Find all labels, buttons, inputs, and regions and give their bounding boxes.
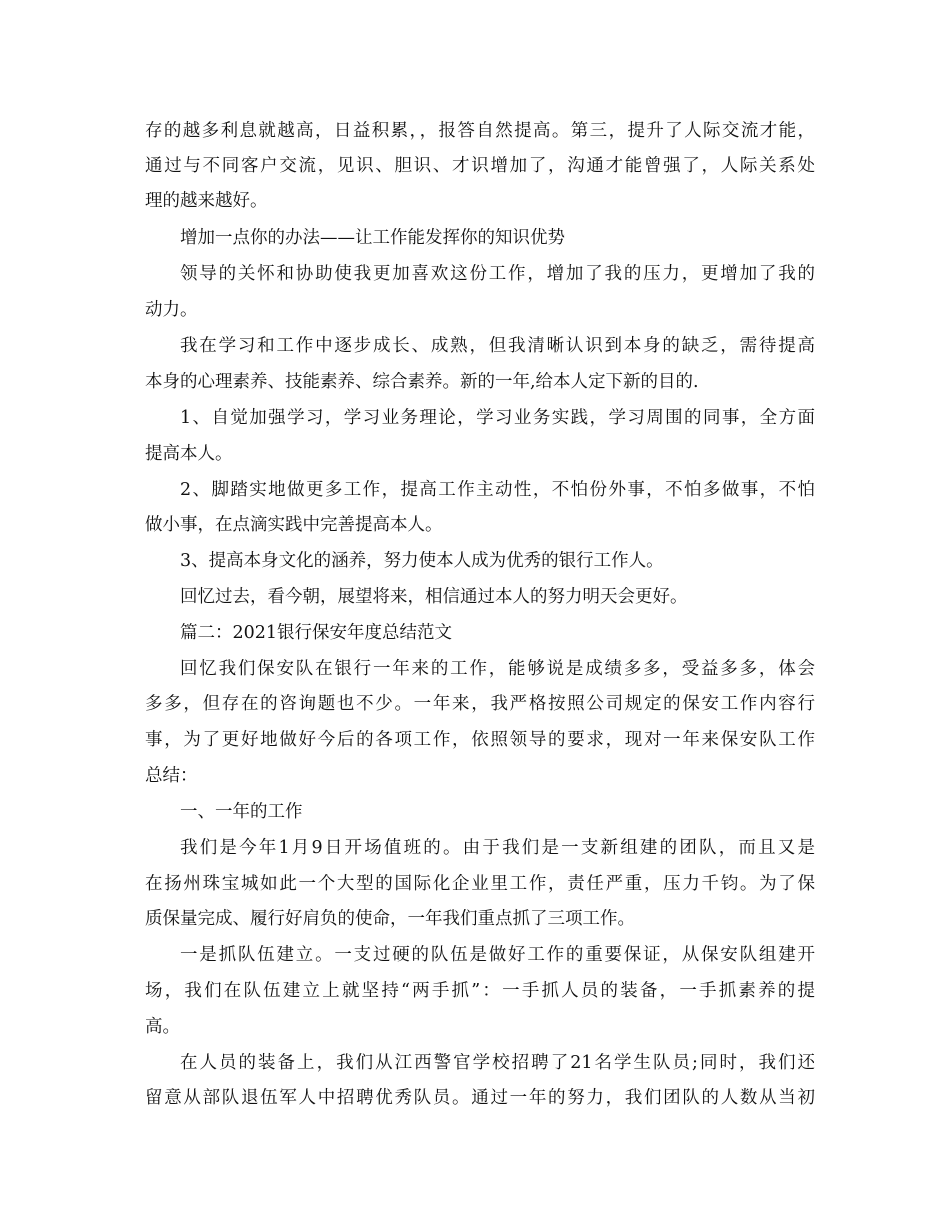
list-item-line: 做小事，在点滴实践中完善提高本人。 xyxy=(145,515,443,535)
paragraph-line: 存的越多利息就越高，日益积累，，报答自然提高。第三，提升了人际交流才能， xyxy=(145,121,815,141)
section-heading: 一、一年的工作 xyxy=(180,802,303,822)
paragraph-line: 领导的关怀和协助使我更加喜欢这份工作，增加了我的压力，更增加了我的 xyxy=(180,264,815,284)
paragraph-line: 本身的心理素养、技能素养、综合素养。新的一年,给本人定下新的目的. xyxy=(145,372,699,392)
paragraph-line: 质保量完成、履行好肩负的使命，一年我们重点抓了三项工作。 xyxy=(145,909,635,929)
paragraph-line: 一是抓队伍建立。一支过硬的队伍是做好工作的重要保证，从保安队组建开 xyxy=(180,945,815,965)
paragraph-line: 高。 xyxy=(145,1017,180,1037)
list-item-line: 2、脚踏实地做更多工作，提高工作主动性，不怕份外事，不怕多做事，不怕 xyxy=(180,480,815,500)
list-item-line: 1、自觉加强学习，学习业务理论，学习业务实践，学习周围的同事，全方面 xyxy=(180,408,815,428)
paragraph-line: 事，为了更好地做好今后的各项工作，依照领导的要求，现对一年来保安队工作 xyxy=(145,730,815,750)
paragraph-line: 在扬州珠宝城如此一个大型的国际化企业里工作，责任严重，压力千钧。为了保 xyxy=(145,874,815,894)
paragraph-line: 在人员的装备上，我们从江西警官学校招聘了21名学生队员;同时，我们还 xyxy=(180,1053,815,1073)
paragraph-line: 多多，但存在的咨询题也不少。一年来，我严格按照公司规定的保安工作内容行 xyxy=(145,694,815,714)
section-heading: 增加一点你的办法——让工作能发挥你的知识优势 xyxy=(180,228,565,248)
list-item-line: 提高本人。 xyxy=(145,444,233,464)
paragraph-line: 动力。 xyxy=(145,300,198,320)
list-item-line: 3、提高本身文化的涵养，努力使本人成为优秀的银行工作人。 xyxy=(180,551,664,571)
paragraph-line: 总结： xyxy=(145,766,198,786)
paragraph-line: 通过与不同客户交流，见识、胆识、才识增加了，沟通才能曾强了，人际关系处 xyxy=(145,156,815,176)
section-title: 篇二：2021银行保安年度总结范文 xyxy=(180,623,453,643)
paragraph-line: 我们是今年1月9日开场值班的。由于我们是一支新组建的团队，而且又是 xyxy=(180,838,815,858)
paragraph-line: 场，我们在队伍建立上就坚持“两手抓”：一手抓人员的装备，一手抓素养的提 xyxy=(145,981,815,1001)
paragraph-line: 回忆过去，看今朝，展望将来，相信通过本人的努力明天会更好。 xyxy=(180,587,688,607)
paragraph-line: 理的越来越好。 xyxy=(145,191,268,211)
paragraph-line: 回忆我们保安队在银行一年来的工作，能够说是成绩多多，受益多多，体会 xyxy=(180,659,815,679)
paragraph-line: 我在学习和工作中逐步成长、成熟，但我清晰认识到本身的缺乏，需待提高 xyxy=(180,336,815,356)
paragraph-line: 留意从部队退伍军人中招聘优秀队员。通过一年的努力，我们团队的人数从当初 xyxy=(145,1088,815,1108)
